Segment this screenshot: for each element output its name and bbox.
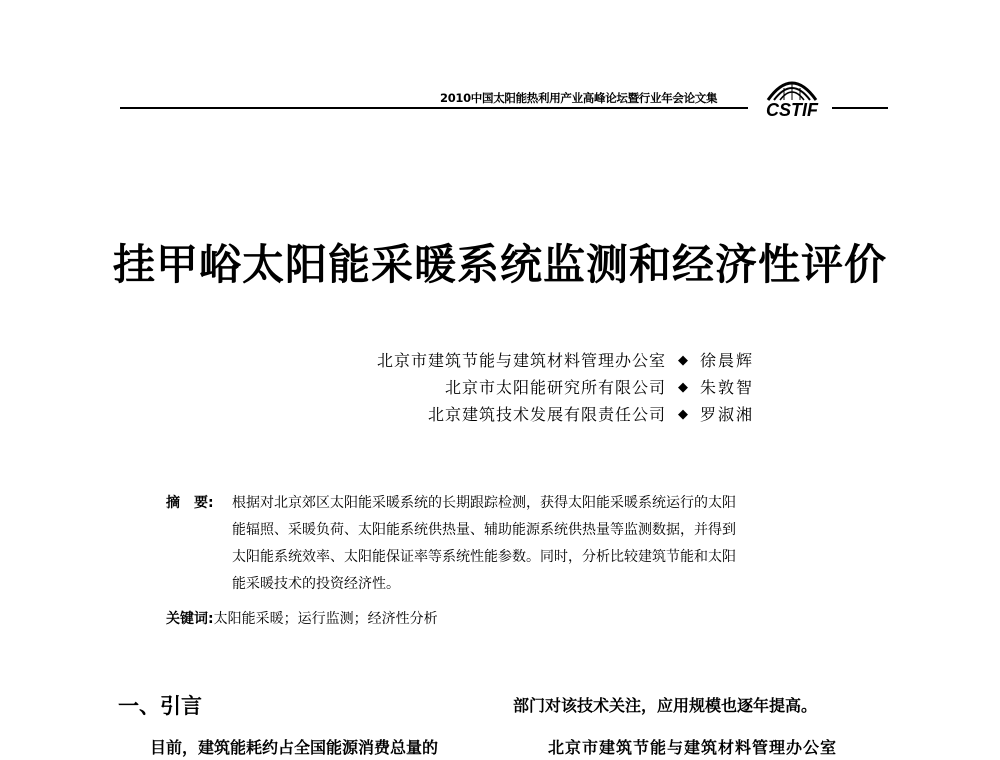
body-text-right: 北京市建筑节能与建筑材料管理办公室 [548, 738, 838, 757]
author-name: 徐晨辉 [700, 351, 755, 370]
keywords-text: 太阳能采暖；运行监测；经济性分析 [213, 611, 438, 627]
abstract-text [232, 490, 836, 598]
author-affiliation: 北京建筑技术发展有限责任公司 [427, 405, 666, 424]
section-heading: 一、引言 [118, 693, 202, 718]
running-header [120, 72, 888, 118]
author-row [220, 401, 780, 428]
diamond-bullet-icon: ◆ [678, 380, 688, 395]
keywords-label: 关键词: [166, 611, 214, 627]
keywords [166, 608, 836, 630]
conference-name: 2010中国太阳能热利用产业高峰论坛暨行业年会论文集 [440, 91, 718, 105]
author-affiliation: 北京市太阳能研究所有限公司 [444, 378, 666, 397]
header-rule-right [832, 107, 888, 109]
abstract [166, 490, 836, 598]
author-row [220, 374, 780, 401]
author-name: 罗淑湘 [700, 405, 755, 424]
author-row [220, 347, 780, 374]
abstract-line: 太阳能系统效率、太阳能保证率等系统性能参数。同时，分析比较建筑节能和太阳 [232, 549, 736, 565]
abstract-label: 摘 要: [166, 495, 214, 511]
paper-title: 挂甲峪太阳能采暖系统监测和经济性评价 [112, 240, 887, 289]
abstract-line: 能辐照、采暖负荷、太阳能系统供热量、辅助能源系统供热量等监测数据，并得到 [232, 522, 736, 538]
abstract-line: 根据对北京郊区太阳能采暖系统的长期跟踪检测，获得太阳能采暖系统运行的太阳 [232, 495, 736, 511]
diamond-bullet-icon: ◆ [678, 407, 688, 422]
author-list [220, 347, 780, 428]
body-text-right: 部门对该技术关注，应用规模也逐年提高。 [513, 696, 818, 715]
author-name: 朱敦智 [700, 378, 755, 397]
body-text-left: 目前，建筑能耗约占全国能源消费总量的 [150, 738, 439, 757]
cstif-logo [754, 72, 830, 118]
diamond-bullet-icon: ◆ [678, 353, 688, 368]
svg-text:CSTIF: CSTIF [766, 100, 818, 118]
author-affiliation: 北京市建筑节能与建筑材料管理办公室 [376, 351, 666, 370]
abstract-line: 能采暖技术的投资经济性。 [232, 576, 400, 592]
header-rule-left [120, 107, 748, 109]
